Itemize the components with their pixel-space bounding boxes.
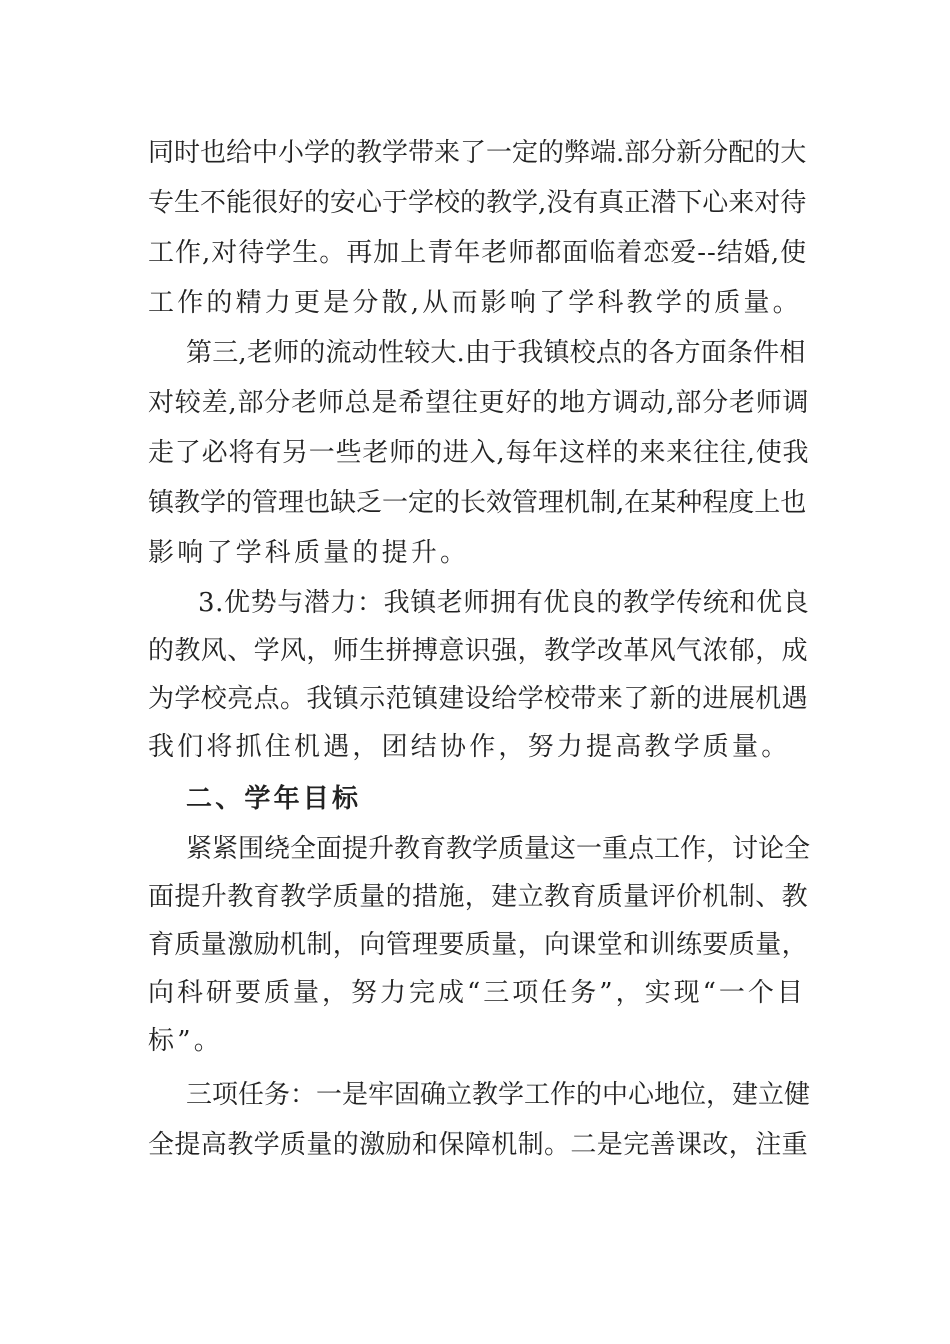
text-line: 3.优势与潜力：我镇老师拥有优良的教学传统和优良	[198, 588, 810, 618]
text-line: 三项任务：一是牢固确立教学工作的中心地位，建立健	[186, 1080, 811, 1110]
text-line: 面提升教育教学质量的措施，建立教育质量评价机制、教	[148, 882, 809, 912]
text-line: 专生不能很好的安心于学校的教学,没有真正潜下心来对待	[148, 188, 807, 218]
text-line: 镇教学的管理也缺乏一定的长效管理机制,在某种程度上也	[148, 488, 807, 518]
text-line: 工作的精力更是分散,从而影响了学科教学的质量。	[148, 288, 802, 318]
text-line: 为学校亮点。我镇示范镇建设给学校带来了新的进展机遇	[148, 684, 809, 714]
text-line: 工作,对待学生。再加上青年老师都面临着恋爱--结婚,使	[148, 238, 808, 268]
text-line: 同时也给中小学的教学带来了一定的弊端.部分新分配的大	[148, 138, 807, 168]
text-line: 全提高教学质量的激励和保障机制。二是完善课改，注重	[148, 1130, 809, 1160]
text-line: 的教风、学风，师生拼搏意识强，教学改革风气浓郁，成	[148, 636, 809, 666]
text-line: 我们将抓住机遇，团结协作，努力提高教学质量。	[148, 732, 791, 762]
text-line: 向科研要质量，努力完成“三项任务”，实现“一个目	[148, 978, 806, 1008]
text-line: 紧紧围绕全面提升教育教学质量这一重点工作，讨论全	[186, 834, 811, 864]
text-line: 走了必将有另一些老师的进入,每年这样的来来往往,使我	[148, 438, 810, 468]
text-line: 影响了学科质量的提升。	[148, 538, 470, 568]
text-line: 第三,老师的流动性较大.由于我镇校点的各方面条件相	[186, 338, 806, 368]
text-line: 对较差,部分老师总是希望往更好的地方调动,部分老师调	[148, 388, 810, 418]
text-line: 育质量激励机制，向管理要质量，向课堂和训练要质量，	[148, 930, 809, 960]
section-heading: 二、学年目标	[186, 784, 362, 814]
text-line: 标”。	[148, 1026, 223, 1056]
